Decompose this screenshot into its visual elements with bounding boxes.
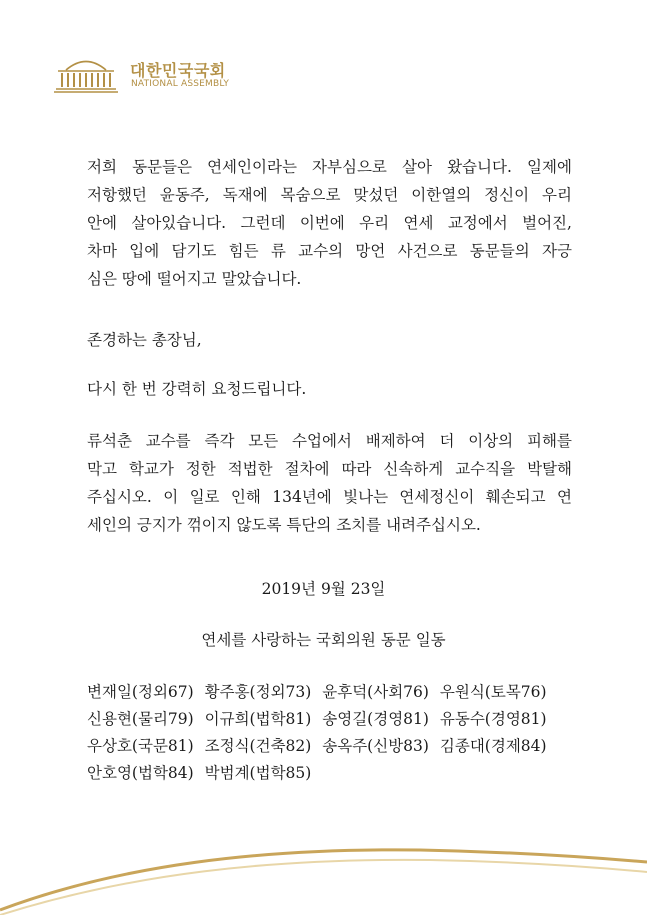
word: 적법한 [227, 460, 273, 478]
word: 수업에서 [292, 432, 352, 450]
word: 망언 [355, 242, 386, 260]
word: 동문들은 [132, 158, 192, 176]
word: 더 [439, 432, 455, 450]
text-line: 세인의 긍지가 꺾이지 않도록 특단의 조치를 내려주십시오. [87, 516, 481, 534]
word: 담기도 [171, 242, 217, 260]
word: 모든 [248, 432, 279, 450]
member-name: 황주홍(정외73) [204, 683, 312, 701]
member-name: 유동수(경영81) [439, 710, 547, 728]
word: 사건으로 [397, 242, 458, 260]
word: 정한 [185, 460, 216, 478]
brand-name-english: NATIONAL ASSEMBLY [131, 79, 230, 89]
decorative-curve [0, 840, 647, 915]
word: 일로 [189, 488, 220, 506]
paragraph-intro [87, 153, 572, 293]
word: 입에 [129, 242, 160, 260]
word: 막고 [87, 460, 117, 478]
text-line [87, 427, 572, 455]
word: 목숨으로 [280, 186, 341, 204]
national-assembly-building-icon [52, 55, 120, 93]
member-name: 우원식(토목76) [439, 683, 547, 701]
word: 이 [163, 488, 179, 506]
member-name: 송옥주(신방83) [322, 737, 429, 755]
member-name: 변재일(정외67) [87, 683, 194, 701]
member-name: 송영길(경영81) [322, 710, 429, 728]
word: 이번에 [299, 214, 345, 232]
word: 학교가 [128, 460, 174, 478]
word: 교수의 [298, 242, 344, 260]
word: 즉각 [204, 432, 235, 450]
word: 훼손되고 [485, 488, 546, 506]
word: 신속하게 [383, 460, 444, 478]
salutation: 존경하는 총장님, [87, 331, 202, 349]
member-name: 안호영(법학84) [87, 764, 194, 782]
word: 이한열의 [411, 186, 472, 204]
member-name: 조정식(건축82) [204, 737, 312, 755]
word: 교수직을 [455, 460, 516, 478]
word: 연세정신이 [399, 488, 475, 506]
word: 차마 [87, 242, 117, 260]
word: 134년에 [272, 488, 332, 506]
member-name: 신용현(물리79) [87, 710, 194, 728]
word: 저희 [87, 158, 117, 176]
text-line [87, 483, 572, 511]
member-row [87, 679, 567, 706]
word: 독재에 [222, 186, 268, 204]
member-name: 김종대(경제84) [439, 737, 547, 755]
word: 살아있습니다. [131, 214, 227, 232]
word: 박탈해 [527, 460, 572, 478]
word: 연세 [403, 214, 434, 232]
word: 우리 [359, 214, 390, 232]
word: 정신이 [484, 186, 530, 204]
word: 교수를 [145, 432, 191, 450]
member-row [87, 733, 567, 760]
word: 힘든 [228, 242, 259, 260]
word: 일제에 [527, 158, 572, 176]
text-line [87, 455, 572, 483]
member-name: 이규희(법학81) [204, 710, 312, 728]
text-line: 심은 땅에 떨어지고 말았습니다. [87, 270, 302, 288]
member-name: 박범계(법학85) [204, 764, 312, 782]
word: 인해 [230, 488, 261, 506]
word: 살아 [402, 158, 432, 176]
word: 자부심으로 [312, 158, 387, 176]
word: 배제하여 [365, 432, 426, 450]
word: 연세인이라는 [207, 158, 297, 176]
text-line [87, 237, 572, 265]
word: 벌어진, [522, 214, 572, 232]
word: 빛나는 [343, 488, 389, 506]
word: 왔습니다. [447, 158, 512, 176]
word: 동문들의 [469, 242, 530, 260]
brand-name-korean: 대한민국국회 [130, 61, 226, 80]
word: 그런데 [240, 214, 286, 232]
word: 피해를 [526, 432, 572, 450]
word: 류석춘 [87, 432, 132, 450]
letter-date: 2019년 9월 23일 [261, 580, 386, 598]
signature-group: 연세를 사랑하는 국회의원 동문 일동 [201, 631, 446, 649]
word: 저항했던 [87, 186, 147, 204]
word: 절차에 [284, 460, 330, 478]
member-row [87, 760, 567, 787]
member-list [87, 679, 567, 787]
text-line [87, 181, 572, 209]
word: 이상의 [468, 432, 514, 450]
word: 따라 [341, 460, 372, 478]
word: 윤동주, [159, 186, 210, 204]
word: 우리 [542, 186, 572, 204]
word: 주십시오. [87, 488, 152, 506]
word: 교정에서 [447, 214, 508, 232]
word: 류 [270, 242, 286, 260]
word: 맞섰던 [353, 186, 399, 204]
word: 안에 [87, 214, 117, 232]
text-line [87, 209, 572, 237]
member-name: 윤후덕(사회76) [322, 683, 429, 701]
word: 자긍 [541, 242, 572, 260]
request-line: 다시 한 번 강력히 요청드립니다. [87, 380, 307, 398]
word: 연 [556, 488, 572, 506]
text-line [87, 153, 572, 181]
paragraph-demand [87, 427, 572, 539]
member-name: 우상호(국문81) [87, 737, 194, 755]
member-row [87, 706, 567, 733]
